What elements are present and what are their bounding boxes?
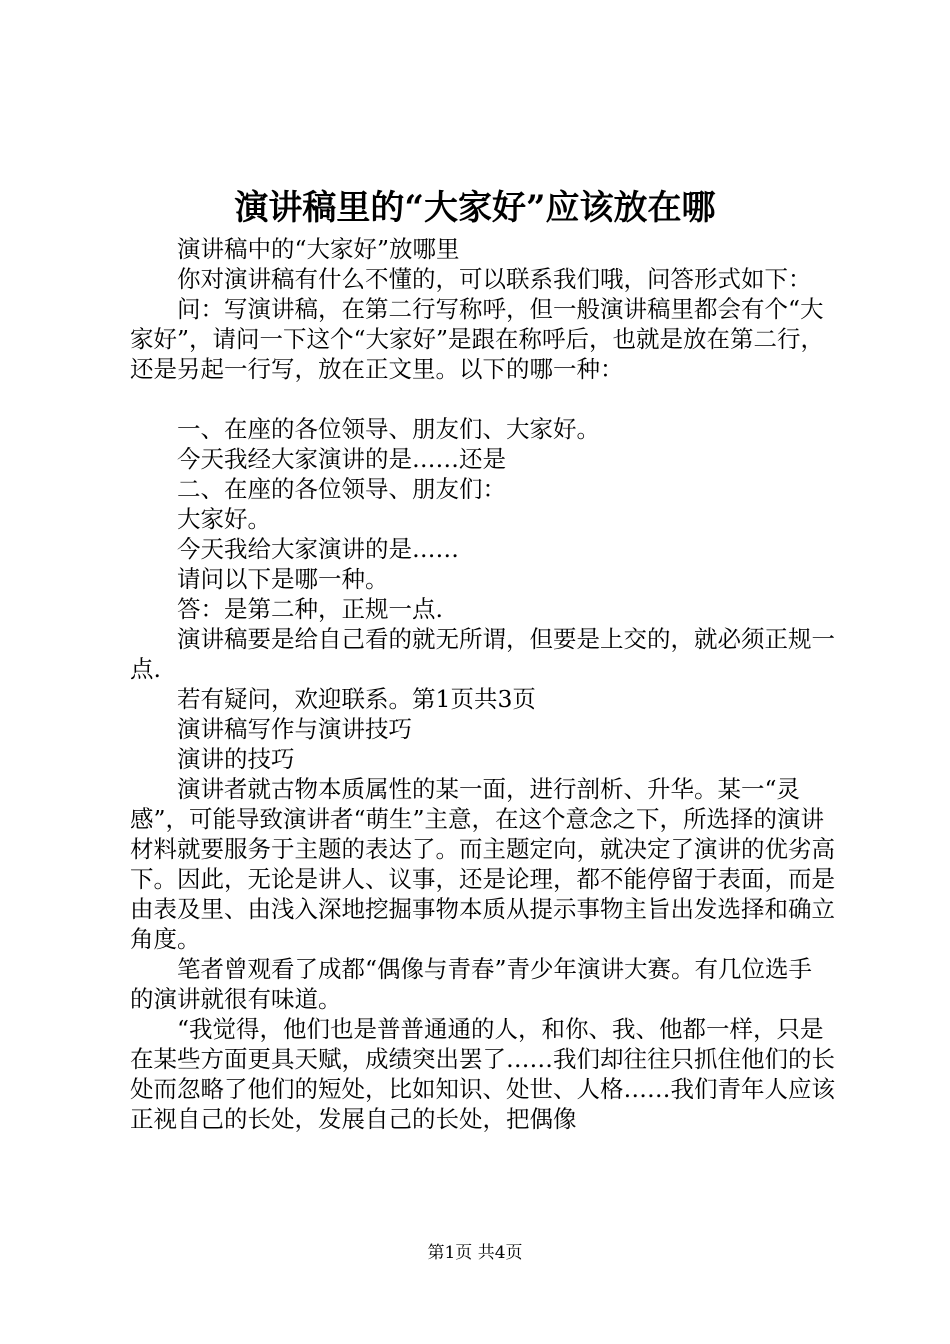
paragraph: 今天我给大家演讲的是……	[177, 535, 459, 563]
document-title: 演讲稿里的“大家好”应该放在哪	[234, 188, 716, 228]
paragraph: 问：写演讲稿，在第二行写称呼，但一般演讲稿里都会有个“大家好”，请问一下这个“大家好”是跟在称呼后，也就是放在第二行，还是另起一行写，放在正文里。以下的哪一种：	[130, 295, 825, 383]
paragraph: 请问以下是哪一种。	[177, 565, 389, 593]
paragraph: 笔者曾观看了成都“偶像与青春”青少年演讲大赛。有几位选手的演讲就很有味道。	[130, 955, 813, 1013]
document-body	[130, 234, 835, 1134]
paragraph: 一、在座的各位领导、朋友们、大家好。	[177, 415, 600, 443]
section-heading: 演讲的技巧	[177, 745, 295, 773]
paragraph: 演讲者就古物本质属性的某一面，进行剖析、升华。某一“灵感”，可能导致演讲者“萌生”主意，在这个意念之下，所选择的演讲材料就要服务于主题的表达了。而主题定向，就决定了演讲的优劣高下。因此，无论是讲人、议事，还是论理，都不能停留于表面，而是由表及里、由浅入深地挖掘事物本质从提示事物主旨出发选择和确立角度。	[130, 775, 835, 953]
paragraph: 今天我经大家演讲的是……还是	[177, 445, 506, 473]
page-footer: 第1页 共4页	[427, 1243, 523, 1263]
paragraph: 二、在座的各位领导、朋友们：	[177, 475, 506, 503]
paragraph: “我觉得，他们也是普普通通的人，和你、我、他都一样，只是在某些方面更具天赋，成绩突出罢了……我们却往往只抓住他们的长处而忽略了他们的短处，比如知识、处世、人格……我们青年人应该正视自己的长处，发展自己的长处，把偶像	[130, 1015, 835, 1133]
paragraph: 演讲稿要是给自己看的就无所谓，但要是上交的，就必须正规一点.	[130, 625, 835, 683]
paragraph: 大家好。	[177, 505, 271, 533]
paragraph: 答：是第二种，正规一点.	[177, 595, 443, 623]
paragraph: 若有疑问，欢迎联系。第1页共3页	[177, 685, 536, 713]
paragraph: 你对演讲稿有什么不懂的，可以联系我们哦，问答形式如下：	[177, 265, 812, 293]
paragraph: 演讲稿中的“大家好”放哪里	[177, 235, 460, 263]
section-heading: 演讲稿写作与演讲技巧	[177, 715, 412, 743]
